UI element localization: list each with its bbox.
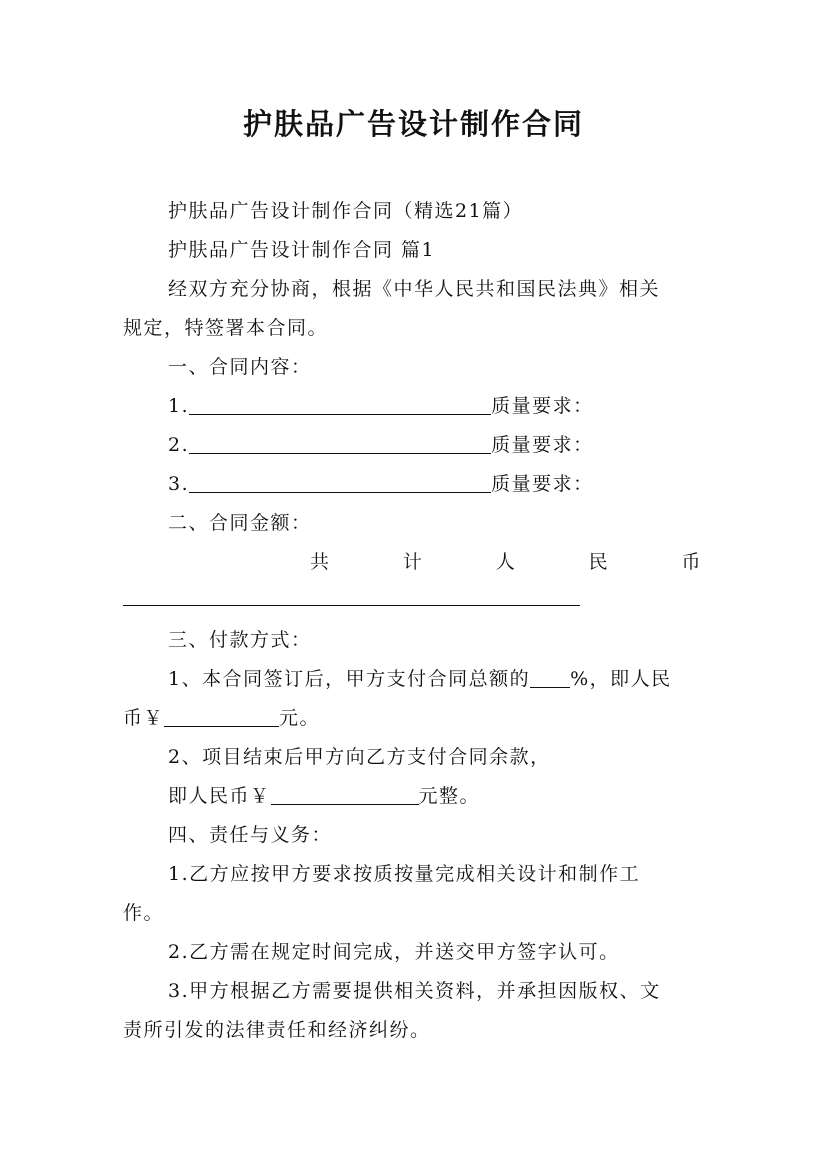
amount-blank <box>164 708 279 727</box>
total-char: 币 <box>681 551 702 573</box>
amount-blank-line <box>123 605 580 606</box>
total-char: 计 <box>402 551 424 573</box>
quality-label: 质量要求： <box>491 395 594 417</box>
payment-text: 元。 <box>279 707 321 729</box>
percent-blank <box>530 669 570 688</box>
section-heading: 护肤品广告设计制作合同 篇1 <box>168 239 436 261</box>
document-title: 护肤品广告设计制作合同 <box>242 107 584 141</box>
duty-2: 2.乙方需在规定时间完成，并送交甲方签字认可。 <box>168 941 620 963</box>
total-char: 人 <box>495 551 517 573</box>
total-char: 共 <box>310 551 331 573</box>
payment-text: %，即人民 <box>570 668 672 690</box>
quality-label: 质量要求： <box>491 434 594 456</box>
section-4-heading: 四、责任与义务： <box>168 824 333 846</box>
payment-1-line-1 <box>168 666 703 692</box>
payment-text: 元整。 <box>418 785 481 807</box>
payment-1-line-2 <box>123 705 703 731</box>
duty-3-line-1: 3.甲方根据乙方需要提供相关资料，并承担因版权、文 <box>168 980 661 1002</box>
payment-text: 即人民币￥ <box>168 785 271 807</box>
intro-line-1: 经双方充分协商，根据《中华人民共和国民法典》相关 <box>168 278 661 300</box>
duty-1-line-2: 作。 <box>123 902 165 924</box>
duty-1-line-1: 1.乙方应按甲方要求按质按量完成相关设计和制作工 <box>168 863 641 885</box>
content-item-1 <box>168 393 703 419</box>
item-number: 2. <box>168 434 190 456</box>
blank-line <box>189 435 491 454</box>
content-item-2 <box>168 432 703 458</box>
blank-line <box>189 396 491 415</box>
section-2-heading: 二、合同金额： <box>168 512 312 534</box>
payment-2-line-1: 2、项目结束后甲方向乙方支付合同余款， <box>168 746 551 768</box>
item-number: 3. <box>168 473 190 495</box>
payment-text: 币￥ <box>123 707 165 729</box>
item-number: 1. <box>168 395 190 417</box>
payment-text: 1、本合同签订后，甲方支付合同总额的 <box>168 668 531 690</box>
amount-blank <box>271 786 419 805</box>
total-amount-line <box>310 549 702 575</box>
section-1-heading: 一、合同内容： <box>168 356 312 378</box>
duty-3-line-2: 责所引发的法律责任和经济纠纷。 <box>123 1019 431 1041</box>
section-3-heading: 三、付款方式： <box>168 629 312 651</box>
total-char: 民 <box>588 551 610 573</box>
subtitle: 护肤品广告设计制作合同（精选21篇） <box>168 200 524 222</box>
quality-label: 质量要求： <box>491 473 594 495</box>
blank-line <box>189 474 491 493</box>
payment-2-line-2 <box>168 783 703 809</box>
content-item-3 <box>168 471 703 497</box>
intro-line-2: 规定，特签署本合同。 <box>123 317 329 339</box>
